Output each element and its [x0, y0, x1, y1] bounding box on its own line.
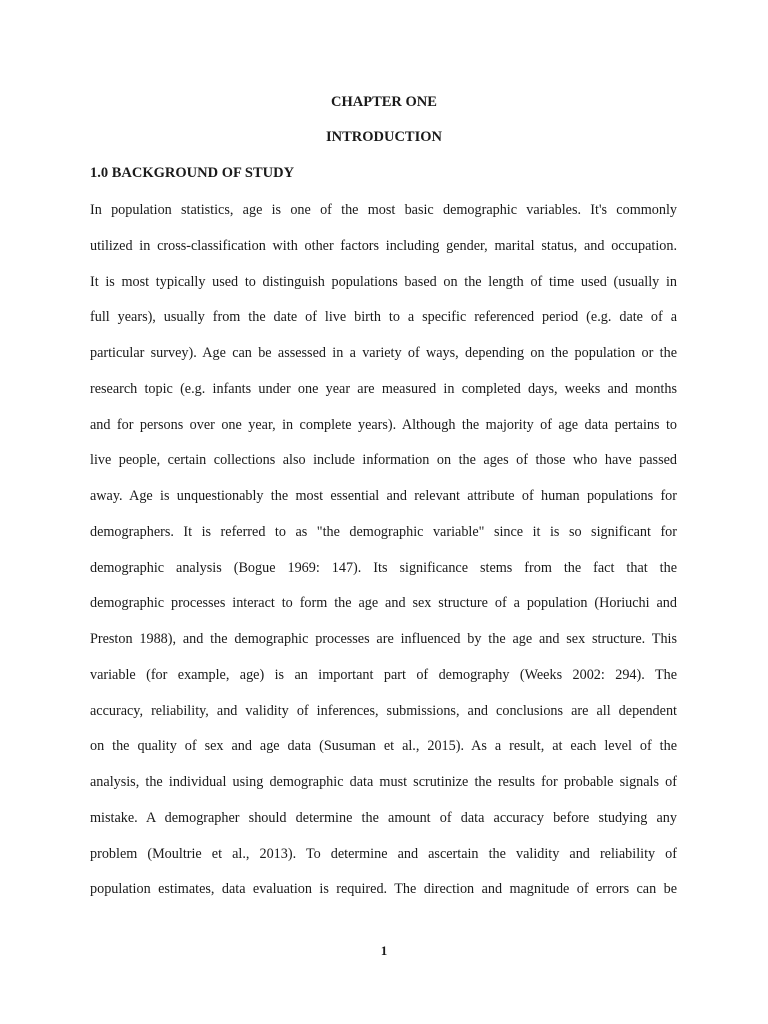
chapter-title: CHAPTER ONE [331, 94, 437, 110]
paragraph-line: utilized in cross-classification with other factors including gender, marital status, and occupation. [90, 237, 677, 254]
introduction-title: INTRODUCTION [325, 129, 442, 145]
paragraph-line: particular survey). Age can be assessed in a variety of ways, depending on the population or the [90, 345, 677, 361]
paragraph-line: accuracy, reliability, and validity of inferences, submissions, and conclusions are all dependent [90, 702, 677, 719]
paragraph-line: problem (Moultrie et al., 2013). To determine and ascertain the validity and reliability of [90, 845, 677, 862]
paragraph-line: away. Age is unquestionably the most essential and relevant attribute of human populations for [90, 488, 677, 504]
paragraph-line: Preston 1988), and the demographic processes are influenced by the age and sex structure. This [90, 631, 677, 647]
paragraph-line: live people, certain collections also include information on the ages of those who have passed [90, 452, 677, 469]
paragraph-line: mistake. A demographer should determine the amount of data accuracy before studying any [90, 809, 677, 826]
paragraph-line: demographic analysis (Bogue 1969: 147). Its significance stems from the fact that the [90, 559, 677, 576]
paragraph-line: and for persons over one year, in complete years). Although the majority of age data pertains to [90, 416, 677, 433]
paragraph-line: In population statistics, age is one of the most basic demographic variables. It's commonly [90, 202, 677, 218]
section-heading: 1.0 BACKGROUND OF STUDY [90, 165, 295, 181]
paragraph-line: research topic (e.g. infants under one year are measured in completed days, weeks and months [90, 380, 677, 397]
paragraph-line: analysis, the individual using demographic data must scrutinize the results for probable signals of [90, 774, 677, 790]
paragraph-line: on the quality of sex and age data (Susuman et al., 2015). As a result, at each level of the [90, 738, 677, 755]
paragraph-line: demographic processes interact to form the age and sex structure of a population (Horiuchi and [90, 595, 677, 612]
paragraph-line: It is most typically used to distinguish populations based on the length of time used (usually in [90, 273, 677, 290]
paragraph-line: population estimates, data evaluation is required. The direction and magnitude of errors can be [90, 881, 677, 898]
paragraph-line: variable (for example, age) is an important part of demography (Weeks 2002: 294). The [90, 666, 677, 683]
page-number: 1 [380, 943, 388, 958]
body-paragraph [90, 199, 677, 914]
paragraph-line: full years), usually from the date of live birth to a specific referenced period (e.g. date of a [90, 309, 677, 326]
paragraph-line: demographers. It is referred to as "the demographic variable" since it is so significant for [90, 523, 677, 540]
